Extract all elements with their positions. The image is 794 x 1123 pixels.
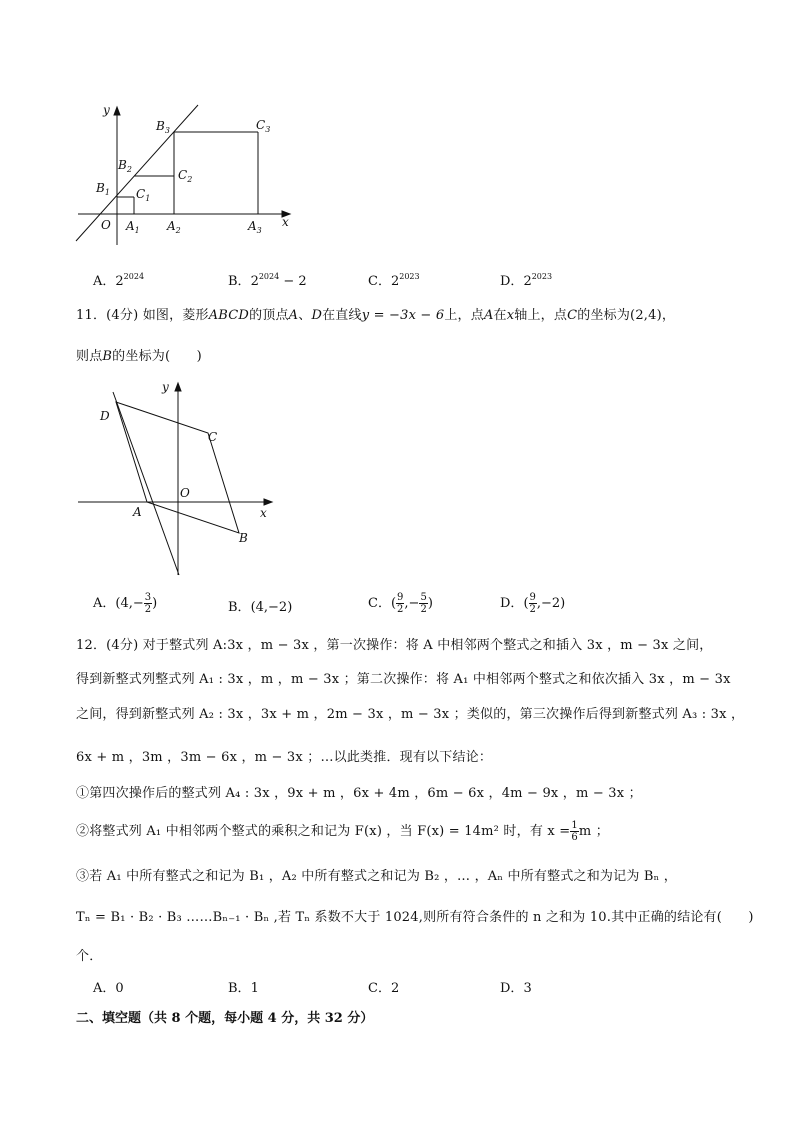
section-2-heading: 二、填空题（共 8 个题，每小题 4 分，共 32 分） xyxy=(76,1011,374,1026)
q10-option-a[interactable]: A．$2^{2024}$ xyxy=(93,272,145,289)
q11-stem-line2: 则点B的坐标为( ) xyxy=(76,349,202,364)
q12-conclusion-2: ②将整式列 A₁ 中相邻两个整式的乘积之和记为 F(x) ，当 F(x) = 14m² 时，有 x = $\frac{1}{6}$ m ； xyxy=(76,820,609,843)
figure-q10 xyxy=(70,95,300,245)
q12-conclusion-3: ③若 A₁ 中所有整式之和记为 B₁ ，A₂ 中所有整式之和记为 B₂ ，… ，Aₙ 中所有整式之和为记为 Bₙ ， xyxy=(76,869,677,884)
label-d: D xyxy=(100,409,110,423)
q12-line1: 12．(4分) 对于整式列 A:3x ，m − 3x ，第一次操作：将 A 中相邻两个整式之和插入 3x ，m − 3x 之间， xyxy=(76,638,713,653)
q12-option-c[interactable]: C．2 xyxy=(368,981,400,996)
q12-line9: 个． xyxy=(76,949,103,964)
q12-line3: 之间，得到新整式列 A₂ : 3x ，3x + m ，2m − 3x ，m − 3x ；类似的，第三次操作后得到新整式列 A₃ : 3x ， xyxy=(76,707,745,722)
label-a3: $A_3$ xyxy=(248,219,262,235)
label-x: x xyxy=(260,506,267,520)
label-y: y xyxy=(162,380,169,394)
q12-option-d[interactable]: D．3 xyxy=(500,981,532,996)
label-y: y xyxy=(103,103,110,117)
y-axis-arrow-icon xyxy=(114,107,120,115)
label-o: O xyxy=(101,218,111,232)
q10-option-c[interactable]: C．$2^{2023}$ xyxy=(368,272,420,289)
label-c3: $C_3$ xyxy=(256,118,271,134)
label-b: B xyxy=(239,531,248,545)
label-c: C xyxy=(208,430,218,444)
label-o: O xyxy=(180,486,190,500)
label-a1: $A_1$ xyxy=(126,219,140,235)
q12-line4: 6x + m ，3m ，3m − 6x ，m − 3x ；…以此类推．现有以下结论： xyxy=(76,750,493,765)
label-a2: $A_2$ xyxy=(167,219,181,235)
figure-q11 xyxy=(70,375,280,580)
q12-option-a[interactable]: A．0 xyxy=(93,981,124,996)
q11-option-c[interactable]: C．( $\frac{9}{2}$ ,− $\frac{5}{2}$ ) xyxy=(368,592,433,615)
q12-line2: 得到新整式列整式列 A₁ : 3x ，m ，m − 3x ；第二次操作：将 A₁ 中相邻两个整式之和依次插入 3x ，m − 3x xyxy=(76,672,731,687)
q10-option-b[interactable]: B．$2^{2024} - 2$ xyxy=(228,272,307,289)
label-c1: $C_1$ xyxy=(136,187,151,203)
label-b1: $B_1$ xyxy=(96,181,110,197)
x-axis-arrow-icon xyxy=(264,499,272,505)
label-c2: $C_2$ xyxy=(178,168,193,184)
q11-stem-line1: 11．(4分) 如图，菱形ABCD的顶点A、D在直线y = −3x − 6上，点A在x轴上，点C的坐标为(2,4)， xyxy=(76,308,676,323)
q10-option-d[interactable]: D．$2^{2023}$ xyxy=(500,272,553,289)
label-x: x xyxy=(282,215,289,229)
q12-option-b[interactable]: B．1 xyxy=(228,981,259,996)
label-a: A xyxy=(133,505,142,519)
q12-conclusion-1: ①第四次操作后的整式列 A₄ : 3x ，9x + m ，6x + 4m ，6m − 6x ，4m − 9x ，m − 3x ； xyxy=(76,786,642,801)
label-b3: $B_3$ xyxy=(156,119,170,135)
q11-option-b[interactable]: B．(4,−2) xyxy=(228,600,293,615)
label-b2: $B_2$ xyxy=(118,158,132,174)
y-axis-arrow-icon xyxy=(175,383,181,391)
q11-option-a[interactable]: A．(4,− $\frac{3}{2}$ ) xyxy=(93,592,158,615)
q11-option-d[interactable]: D．( $\frac{9}{2}$ ,−2) xyxy=(500,592,566,615)
q12-line8: Tₙ = B₁ · B₂ · B₃ ……Bₙ₋₁ · Bₙ ,若 Tₙ 系数不大于 1024,则所有符合条件的 n 之和为 10.其中正确的结论有( ) xyxy=(76,910,754,925)
